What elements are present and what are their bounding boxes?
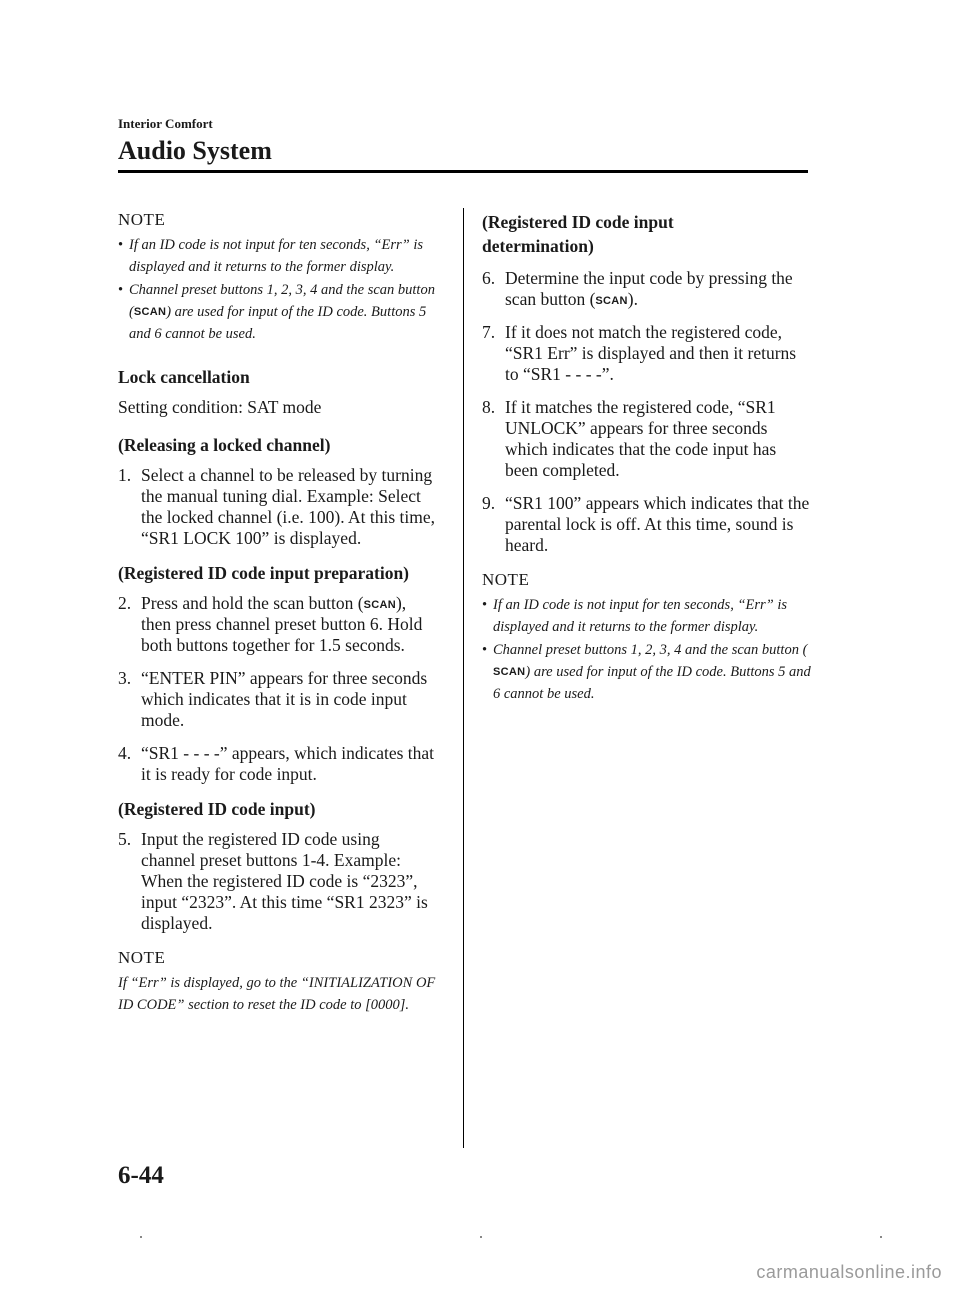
preparation-heading: (Registered ID code input preparation) xyxy=(118,563,410,583)
note-heading: NOTE xyxy=(118,210,166,229)
step-number: 1. xyxy=(118,465,132,485)
left-column xyxy=(118,210,438,1016)
step-number: 7. xyxy=(482,322,496,342)
steps-list xyxy=(118,593,438,785)
steps-list xyxy=(118,829,438,934)
step-text: If it does not match the registered code, “SR1 Err” is displayed and then it returns to “SR1 - - - -”. xyxy=(505,322,797,384)
step-number: 8. xyxy=(482,397,496,417)
step-number: 2. xyxy=(118,593,132,613)
note-text: Channel preset buttons 1, 2, 3, 4 and the scan button ( xyxy=(129,282,435,320)
scan-button-icon: SCAN xyxy=(133,306,167,318)
note-item: • If an ID code is not input for ten seconds, “Err” is displayed and it returns to the former display. xyxy=(482,594,812,638)
step-text: ). xyxy=(627,289,638,309)
note-heading: NOTE xyxy=(482,570,530,589)
note-list xyxy=(482,594,812,705)
column-divider xyxy=(463,208,464,1148)
note-text: ) are used for input of the ID code. Buttons 5 and 6 cannot be used. xyxy=(493,664,811,702)
step-7 xyxy=(482,322,812,385)
releasing-heading: (Releasing a locked channel) xyxy=(118,435,331,455)
scan-button-icon: SCAN xyxy=(493,666,526,678)
step-number: 6. xyxy=(482,268,496,288)
title-rule xyxy=(118,170,808,173)
step-text: ), then press channel preset button 6. Hold both buttons together for 1.5 seconds. xyxy=(141,593,423,655)
scan-button-icon: SCAN xyxy=(363,599,396,611)
setting-condition: Setting condition: SAT mode xyxy=(118,397,322,417)
step-8 xyxy=(482,397,812,481)
step-5 xyxy=(118,829,438,934)
step-text: “SR1 - - - -” appears, which indicates that it is ready for code input. xyxy=(141,743,435,784)
scan-button-icon: SCAN xyxy=(595,295,628,307)
determination-heading: (Registered ID code input determination) xyxy=(482,212,674,256)
page-title: Audio System xyxy=(118,136,272,165)
section-label: Interior Comfort xyxy=(118,116,213,131)
lock-cancellation-heading: Lock cancellation xyxy=(118,367,250,387)
step-text: Determine the input code by pressing the scan button ( xyxy=(505,268,793,309)
steps-list xyxy=(482,268,812,556)
note-item: • If an ID code is not input for ten seconds, “Err” is displayed and it returns to the former display. xyxy=(118,234,438,278)
right-column xyxy=(482,210,812,706)
step-2 xyxy=(118,593,438,656)
page-number: 6-44 xyxy=(118,1162,164,1189)
step-9 xyxy=(482,493,812,556)
step-number: 4. xyxy=(118,743,132,763)
step-number: 3. xyxy=(118,668,132,688)
watermark: carmanualsonline.info xyxy=(756,1262,942,1282)
crop-mark xyxy=(480,1236,482,1238)
note-text: Channel preset buttons 1, 2, 3, 4 and the scan button ( xyxy=(493,642,808,658)
note-text: If “Err” is displayed, go to the “INITIALIZATION OF ID CODE” section to reset the ID code to [0000]. xyxy=(118,975,436,1013)
step-text: If it matches the registered code, “SR1 UNLOCK” appears for three seconds which indicates that the code input has been completed. xyxy=(505,397,777,480)
page-header xyxy=(118,116,808,166)
step-1 xyxy=(118,465,438,549)
step-number: 9. xyxy=(482,493,496,513)
note-list xyxy=(118,234,438,345)
step-4 xyxy=(118,743,438,785)
crop-mark xyxy=(140,1236,142,1238)
note-heading: NOTE xyxy=(118,948,166,967)
step-6 xyxy=(482,268,812,310)
step-text: Input the registered ID code using channel preset buttons 1-4. Example: When the registered ID code is “2323”, input “2323”. At this time “SR1 2323” is displayed. xyxy=(141,829,428,933)
step-text: “ENTER PIN” appears for three seconds which indicates that it is in code input mode. xyxy=(141,668,428,730)
input-heading: (Registered ID code input) xyxy=(118,799,316,819)
step-text: Press and hold the scan button ( xyxy=(141,593,364,613)
step-text: Select a channel to be released by turning the manual tuning dial. Example: Select the locked channel (i.e. 100). At this time, “SR1 LOCK 100” is displayed. xyxy=(141,465,436,548)
note-item xyxy=(118,279,438,345)
step-3 xyxy=(118,668,438,731)
step-text: “SR1 100” appears which indicates that the parental lock is off. At this time, sound is heard. xyxy=(505,493,810,555)
crop-mark xyxy=(880,1236,882,1238)
steps-list xyxy=(118,465,438,549)
step-number: 5. xyxy=(118,829,132,849)
note-text: ) are used for input of the ID code. Buttons 5 and 6 cannot be used. xyxy=(129,304,427,342)
note-item xyxy=(482,639,812,705)
